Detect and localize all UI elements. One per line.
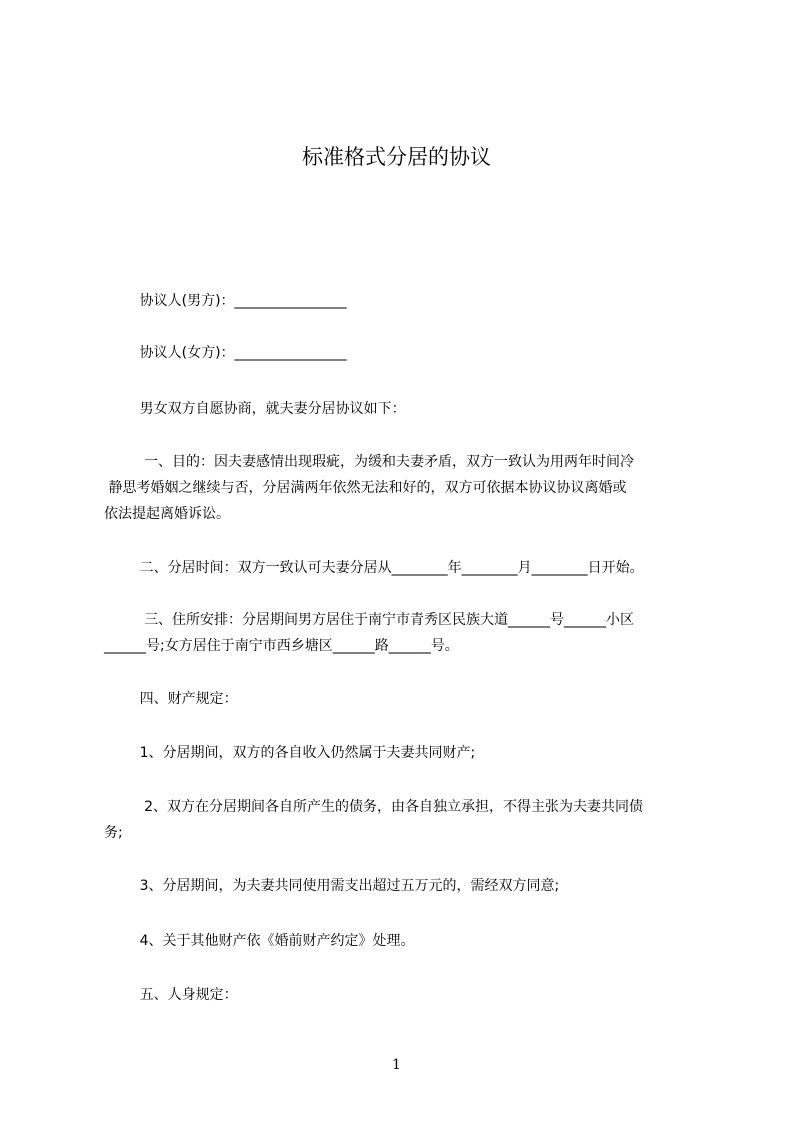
paragraph-property-item-1: 1、分居期间，双方的各自收入仍然属于夫妻共同财产; [104,745,476,761]
document-title: 标准格式分居的协议 [302,145,491,169]
paragraph-property-item-3: 3、分居期间，为夫妻共同使用需支出超过五万元的，需经双方同意; [104,878,560,894]
page-number: 1 [392,1057,401,1073]
paragraph-separation-time: 二、分居时间：双方一致认可夫妻分居从________年________月________日开始。 [104,560,644,576]
paragraph-husband-party: 协议人(男方)：________________ [104,293,347,309]
paragraph-wife-party: 协议人(女方)：________________ [104,345,347,361]
paragraph-personal-heading: 五、人身规定： [104,987,238,1003]
paragraph-property-heading: 四、财产规定： [104,691,238,707]
paragraph-property-item-4: 4、关于其他财产依《婚前财产约定》处理。 [104,933,415,949]
paragraph-property-item-2: 2、双方在分居期间各自所产生的债务，由各自独立承担，不得主张为夫妻共同债 务; [104,799,643,841]
paragraph-intro: 男女双方自愿协商，就夫妻分居协议如下： [104,401,406,417]
paragraph-purpose: 一、目的：因夫妻感情出现瑕疵，为缓和夫妻矛盾，双方一致认为用两年时间冷 静思考婚姻之继续与否，分居满两年依然无法和好的，双方可依据本协议协议离婚或 依法提起离婚诉讼。 [104,454,635,522]
paragraph-residence: 三、住所安排：分居期间男方居住于南宁市青秀区民族大道______号______小区 ______号;女方居住于南宁市西乡塘区______路______号。 [104,612,635,654]
